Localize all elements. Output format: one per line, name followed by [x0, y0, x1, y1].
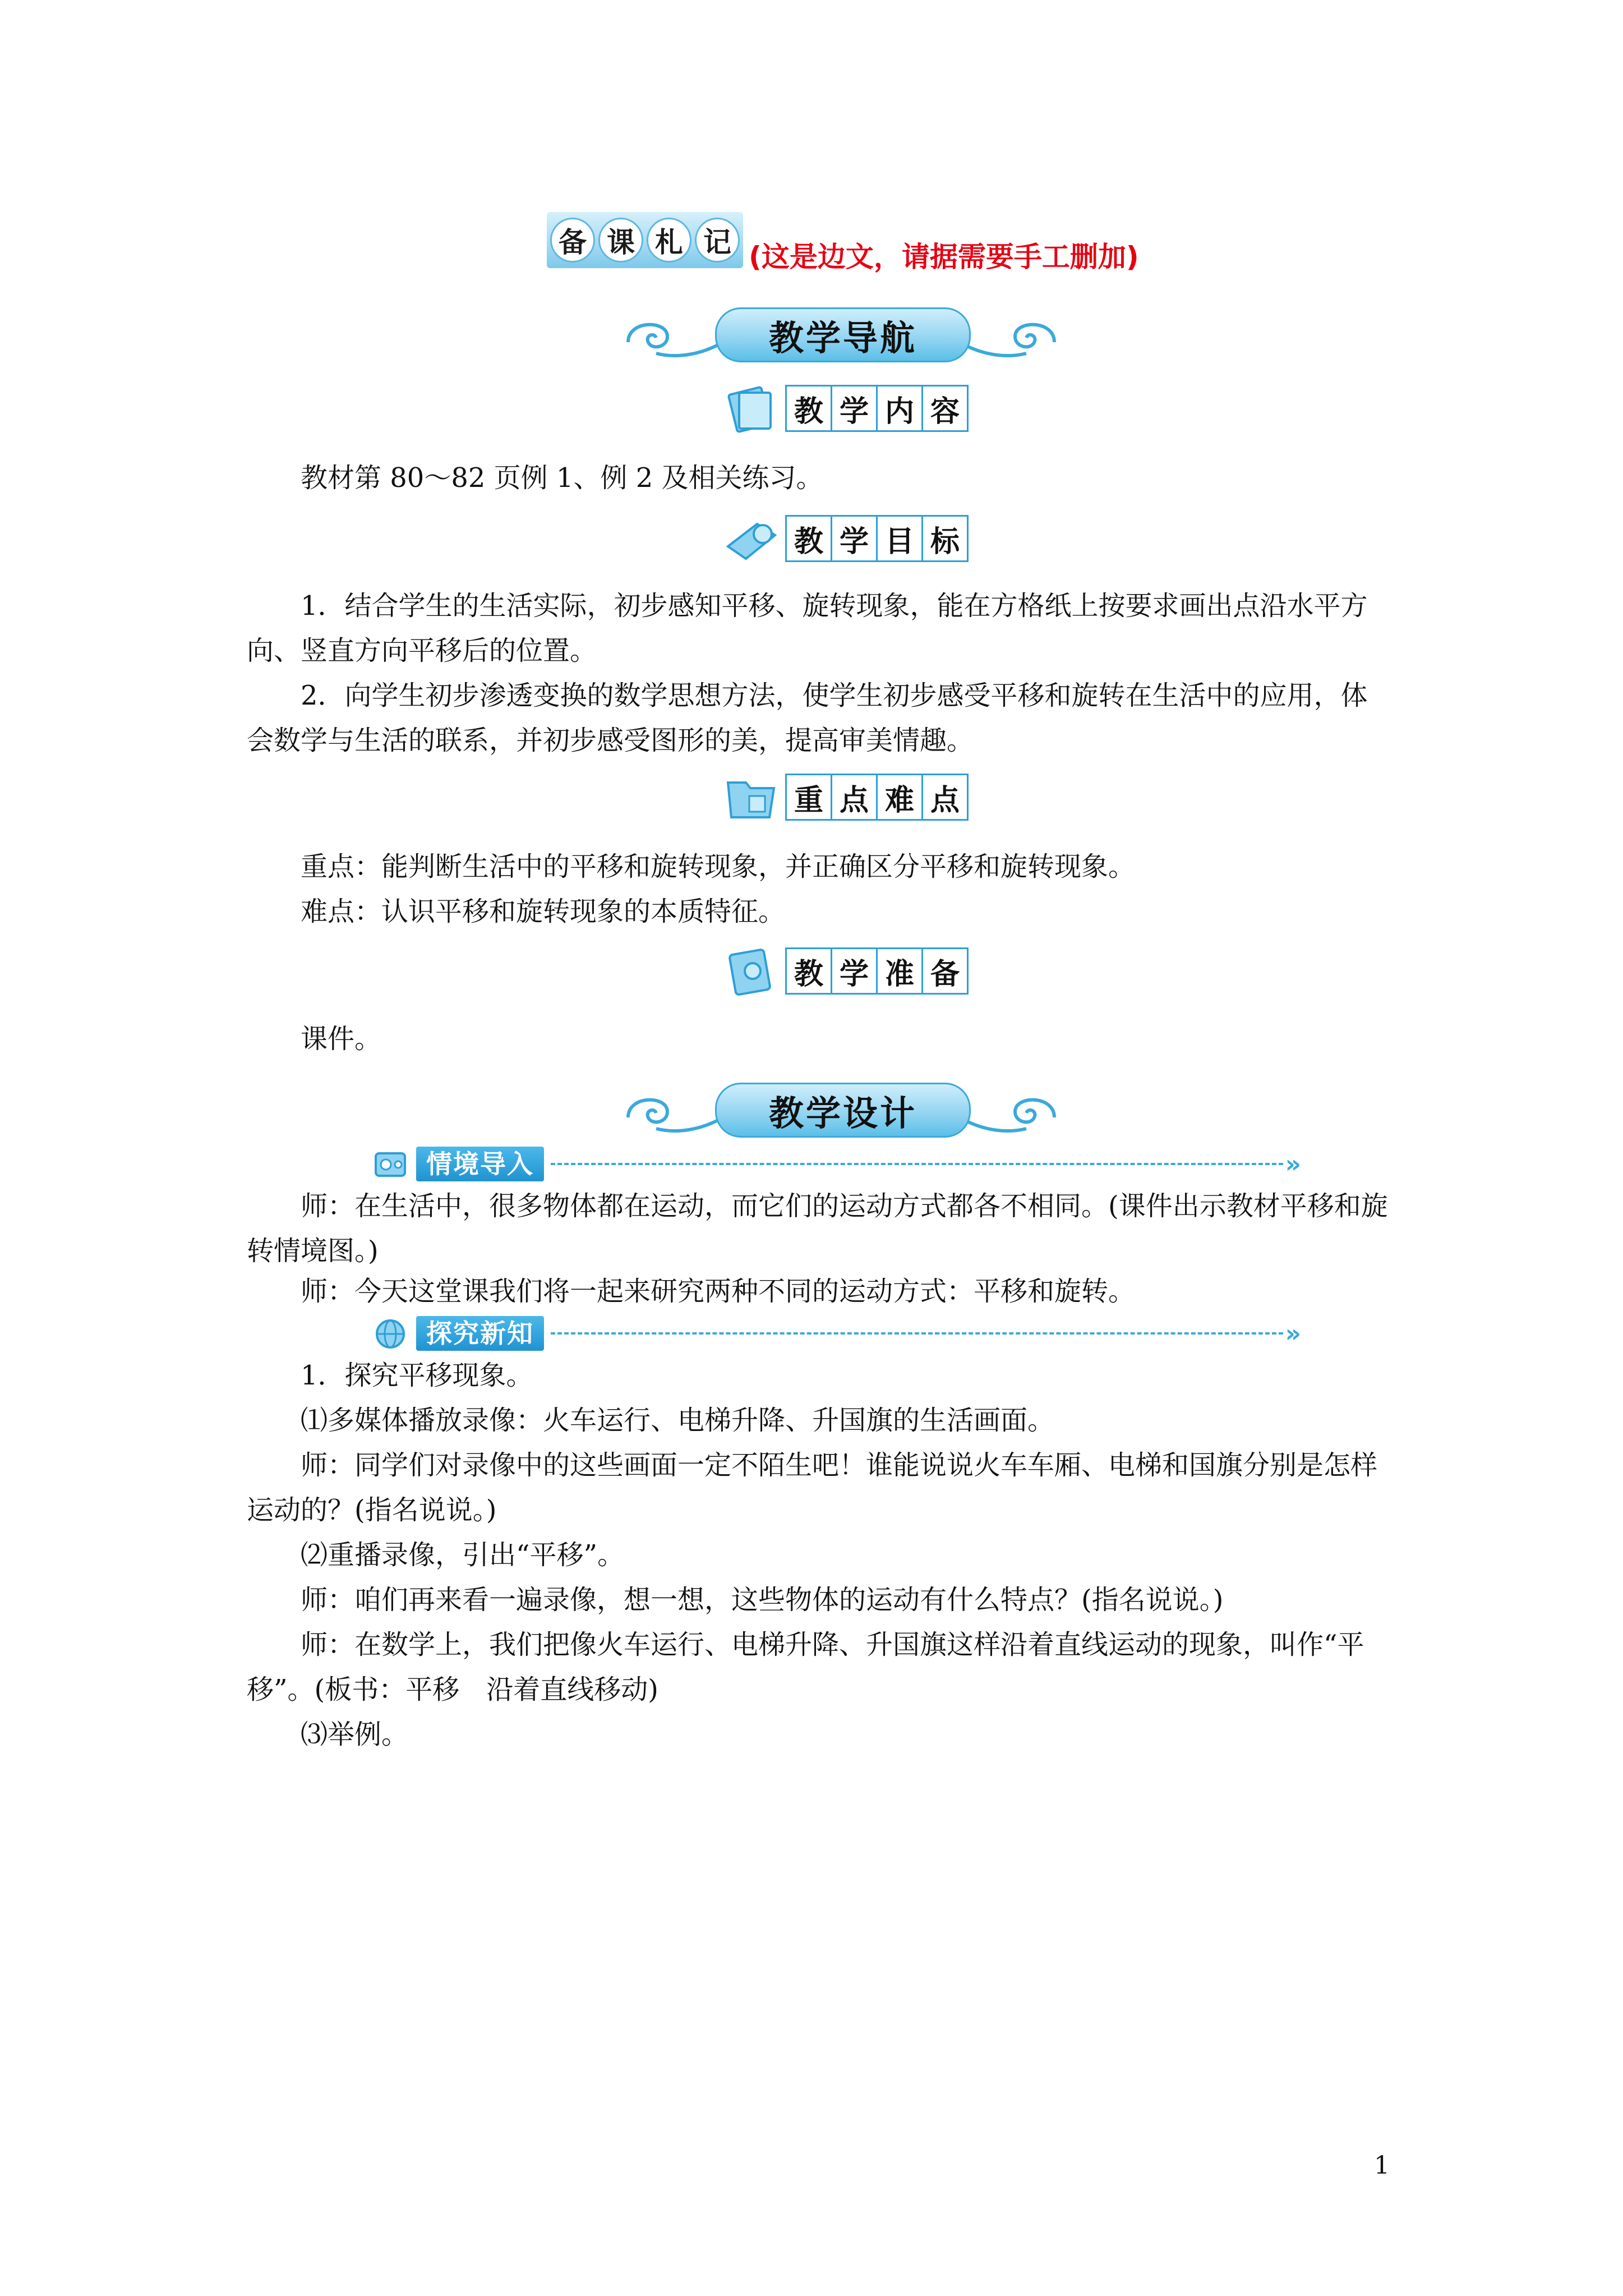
explore-line: 1．探究平移现象。: [301, 1360, 533, 1391]
ribbon-scenario-intro: [370, 1144, 1301, 1184]
explore-line: 师：同学们对录像中的这些画面一定不陌生吧！谁能说说火车车厢、电梯和国旗分别是怎样运动的？(指名说说。): [247, 1450, 1378, 1526]
dashed-divider: [551, 1163, 1283, 1165]
heading-char: 容: [923, 386, 967, 430]
heading-char: 教: [787, 386, 832, 430]
tag-char: 课: [598, 218, 643, 263]
ribbon-label: 探究新知: [416, 1316, 544, 1351]
heading-char: 备: [923, 949, 967, 993]
tag-char: 札: [647, 218, 691, 263]
lesson-notes-tag: [547, 212, 743, 268]
heading-char: 目: [878, 517, 923, 560]
key-point-text: 重点：能判断生活中的平移和旋转现象，并正确区分平移和旋转现象。: [301, 851, 1136, 882]
section-teaching-content: [723, 383, 969, 434]
page-number: 1: [1374, 2151, 1390, 2180]
tag-char: 记: [695, 218, 740, 263]
dashed-divider: [551, 1332, 1283, 1335]
heading-char: 学: [832, 386, 878, 430]
heading-char: 重: [787, 775, 832, 819]
explore-line: ⑴多媒体播放录像：火车运行、电梯升降、升国旗的生活画面。: [301, 1405, 1055, 1436]
banner-teaching-design: [617, 1073, 1066, 1145]
heading-char: 内: [878, 386, 923, 430]
double-chevron-icon: »: [1285, 1319, 1301, 1348]
banner-teaching-navigation: [617, 297, 1066, 370]
difficult-point-text: 难点：认识平移和旋转现象的本质特征。: [301, 896, 786, 927]
ribbon-explore-new: [370, 1314, 1301, 1353]
section-teaching-goals: [723, 513, 969, 564]
explore-line: 师：咱们再来看一遍录像，想一想，这些物体的运动有什么特点？(指名说说。): [301, 1584, 1224, 1616]
section-key-difficult-points: [723, 771, 969, 823]
double-chevron-icon: »: [1285, 1149, 1301, 1179]
heading-char: 学: [832, 517, 878, 560]
heading-char: 教: [787, 949, 832, 993]
ribbon-label: 情境导入: [416, 1147, 544, 1181]
explore-line: ⑶举例。: [301, 1719, 409, 1750]
content-text: 教材第 80～82 页例 1、例 2 及相关练习。: [301, 462, 823, 494]
heading-char: 学: [832, 949, 878, 993]
banner-title: 教学设计: [715, 1083, 971, 1138]
book-icon: [723, 383, 780, 434]
tag-char: 备: [550, 218, 595, 263]
heading-char: 准: [878, 949, 923, 993]
section-teaching-preparation: [723, 945, 969, 997]
explore-line: 师：在数学上，我们把像火车运行、电梯升降、升国旗这样沿着直线运动的现象，叫作“平移”。(板书：平移 沿着直线移动): [247, 1629, 1364, 1705]
heading-char: 难: [878, 775, 923, 819]
heading-char: 点: [923, 775, 967, 819]
clipboard-icon: [723, 945, 780, 997]
target-icon: [723, 513, 780, 564]
prep-text: 课件。: [301, 1023, 382, 1055]
film-icon: [370, 1144, 416, 1184]
heading-char: 标: [923, 517, 967, 560]
heading-char: 教: [787, 517, 832, 560]
intro-line: 师：今天这堂课我们将一起来研究两种不同的运动方式：平移和旋转。: [301, 1276, 1136, 1307]
goal-item: 2．向学生初步渗透变换的数学思想方法，使学生初步感受平移和旋转在生活中的应用，体会数学与生活的联系，并初步感受图形的美，提高审美情趣。: [247, 680, 1368, 756]
globe-icon: [370, 1314, 416, 1353]
explore-line: ⑵重播录像，引出“平移”。: [301, 1539, 625, 1571]
folder-icon: [723, 771, 780, 823]
goal-item: 1．结合学生的生活实际，初步感知平移、旋转现象，能在方格纸上按要求画出点沿水平方向、竖直方向平移后的位置。: [247, 590, 1368, 666]
banner-title: 教学导航: [715, 307, 971, 362]
heading-char: 点: [832, 775, 878, 819]
margin-note: (这是边文，请据需要手工删加): [749, 241, 1139, 273]
intro-line: 师：在生活中，很多物体都在运动，而它们的运动方式都各不相同。(课件出示教材平移和旋转情境图。): [247, 1190, 1388, 1267]
